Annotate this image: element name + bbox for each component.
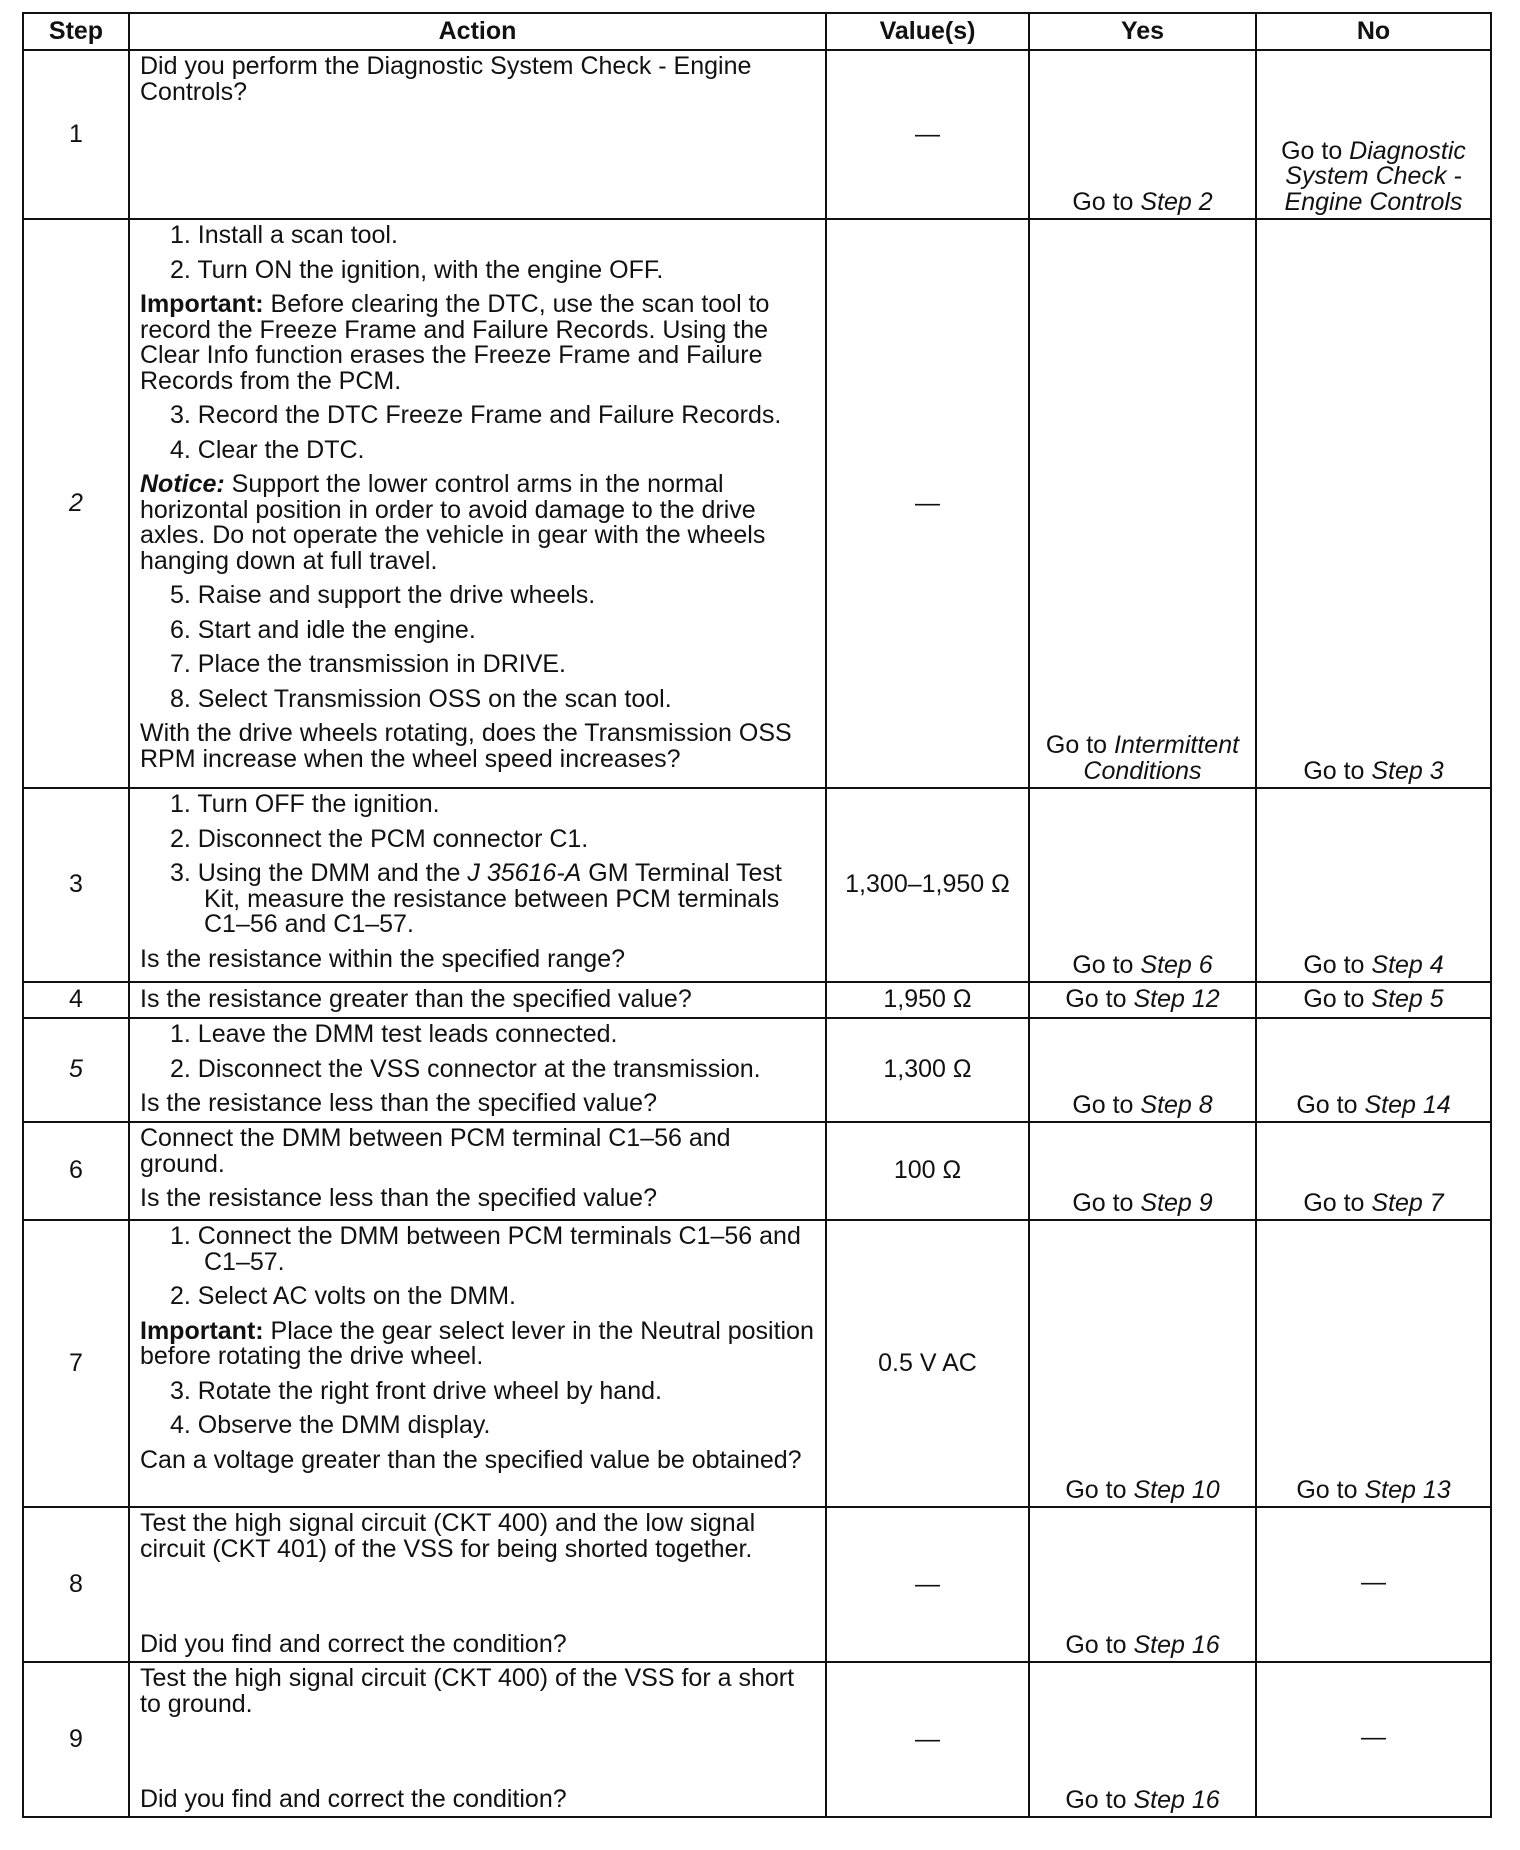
- action-item: 1. Connect the DMM between PCM terminals C1–56 and C1–57.: [170, 1222, 801, 1276]
- goto-prefix: Go to: [1065, 1630, 1134, 1659]
- action-question: Is the resistance greater than the specified value?: [140, 985, 692, 1014]
- action-item: 2. Disconnect the PCM connector C1.: [170, 824, 589, 853]
- action-item: 1. Install a scan tool.: [170, 221, 398, 249]
- action-item: 5. Raise and support the drive wheels.: [170, 581, 596, 609]
- yes-cell: [1029, 219, 1256, 788]
- yes-cell: [1029, 1662, 1256, 1817]
- tool-number: J 35616-A: [467, 859, 582, 887]
- no-cell: [1256, 982, 1491, 1018]
- value-dash: —: [915, 488, 940, 517]
- action-question: Is the resistance within the specified range?: [140, 944, 625, 973]
- action-item: 1. Leave the DMM test leads connected.: [170, 1020, 618, 1048]
- goto-prefix: Go to: [1065, 1475, 1134, 1504]
- goto-prefix: Go to: [1303, 985, 1372, 1014]
- header-values: Value(s): [826, 13, 1029, 50]
- step-number: 1: [23, 50, 129, 219]
- action-item: [140, 861, 815, 938]
- action-item: 2. Turn ON the ignition, with the engine OFF.: [170, 255, 664, 284]
- step-number: 2: [23, 219, 129, 788]
- important-label: Important:: [140, 1316, 264, 1345]
- no-cell: [1256, 1507, 1491, 1662]
- action-question: Is the resistance less than the specified value?: [140, 1089, 657, 1117]
- table-row-step-6: [23, 1122, 1491, 1220]
- table-row-step-4: [23, 982, 1491, 1018]
- table-row-step-8: [23, 1507, 1491, 1662]
- action-text: Test the high signal circuit (CKT 400) and the low signal circuit (CKT 401) of the VSS for being shorted together.: [140, 1509, 756, 1563]
- step-number: 6: [23, 1122, 129, 1220]
- step-number: 9: [23, 1662, 129, 1817]
- goto-link[interactable]: Step 6: [1140, 950, 1213, 979]
- table-row-step-1: [23, 50, 1491, 219]
- value-cell: 100 Ω: [826, 1122, 1029, 1220]
- action-cell: [129, 1507, 826, 1662]
- goto-link[interactable]: Step 14: [1364, 1090, 1451, 1119]
- important-text: Before clearing the DTC, use the scan tool to record the Freeze Frame and Failure Records. Using the Clear Info function erases the Freeze Frame and Failure Records from the PCM.: [140, 290, 770, 395]
- table-header-row: [23, 13, 1491, 50]
- table-row-step-2: [23, 219, 1491, 788]
- table-row-step-9: [23, 1662, 1491, 1817]
- no-cell: [1256, 1220, 1491, 1507]
- goto-prefix: Go to: [1072, 950, 1141, 979]
- goto-prefix: Go to: [1296, 1475, 1365, 1504]
- yes-cell: [1029, 1220, 1256, 1507]
- notice-label: Notice:: [140, 470, 225, 498]
- no-cell: [1256, 219, 1491, 788]
- action-question: With the drive wheels rotating, does the Transmission OSS RPM increase when the wheel speed increases?: [140, 719, 792, 773]
- goto-link[interactable]: Step 2: [1140, 187, 1213, 216]
- action-item: 2. Select AC volts on the DMM.: [170, 1282, 516, 1310]
- diagnostic-page: [22, 12, 1490, 1818]
- value-cell: [826, 219, 1029, 788]
- value-cell: 0.5 V AC: [826, 1220, 1029, 1507]
- value-cell: [826, 1507, 1029, 1662]
- value-cell: 1,950 Ω: [826, 982, 1029, 1018]
- action-item: 2. Disconnect the VSS connector at the transmission.: [170, 1054, 761, 1083]
- yes-cell: [1029, 1122, 1256, 1220]
- action-item: 7. Place the transmission in DRIVE.: [170, 650, 566, 678]
- no-dash: —: [1361, 1723, 1386, 1752]
- action-cell: [129, 219, 826, 788]
- action-cell: [129, 1662, 826, 1817]
- action-item: 4. Observe the DMM display.: [170, 1411, 491, 1439]
- no-cell: [1256, 788, 1491, 982]
- header-no: No: [1256, 13, 1491, 50]
- value-cell: [826, 1662, 1029, 1817]
- goto-prefix: Go to: [1072, 1188, 1141, 1217]
- action-question: Is the resistance less than the specified value?: [140, 1184, 657, 1212]
- diagnostic-table: [22, 12, 1492, 1818]
- no-cell: [1256, 1018, 1491, 1122]
- yes-cell: [1029, 788, 1256, 982]
- table-row-step-5: [23, 1018, 1491, 1122]
- table-row-step-3: [23, 788, 1491, 982]
- action-item: 4. Clear the DTC.: [170, 435, 365, 464]
- no-cell: [1256, 1662, 1491, 1817]
- goto-link[interactable]: Step 7: [1371, 1188, 1444, 1217]
- yes-cell: [1029, 982, 1256, 1018]
- header-action: Action: [129, 13, 826, 50]
- goto-prefix: Go to: [1303, 950, 1372, 979]
- action-question: Did you find and correct the condition?: [140, 1629, 567, 1658]
- important-label: Important:: [140, 290, 264, 318]
- value-cell: 1,300 Ω: [826, 1018, 1029, 1122]
- action-item: 8. Select Transmission OSS on the scan tool.: [170, 684, 672, 713]
- goto-prefix: Go to: [1296, 1090, 1365, 1119]
- no-cell: [1256, 1122, 1491, 1220]
- action-item: 6. Start and idle the engine.: [170, 615, 476, 644]
- value-cell: 1,300–1,950 Ω: [826, 788, 1029, 982]
- step-number: 7: [23, 1220, 129, 1507]
- action-text: 3. Using the DMM and the: [170, 859, 468, 887]
- goto-link[interactable]: Step 10: [1133, 1475, 1220, 1504]
- goto-prefix: Go to: [1072, 187, 1141, 216]
- yes-cell: [1029, 50, 1256, 219]
- step-number: 5: [23, 1018, 129, 1122]
- goto-link[interactable]: Step 16: [1133, 1630, 1220, 1659]
- action-cell: [129, 982, 826, 1018]
- goto-prefix: Go to: [1303, 1188, 1372, 1217]
- yes-cell: [1029, 1507, 1256, 1662]
- action-cell: [129, 1220, 826, 1507]
- action-question: Can a voltage greater than the specified value be obtained?: [140, 1445, 802, 1474]
- table-row-step-7: [23, 1220, 1491, 1507]
- action-text: GM Terminal Test Kit, measure the resistance between PCM terminals C1–56 and C1–57.: [204, 859, 782, 938]
- notice-note: [140, 472, 815, 574]
- goto-prefix: Go to: [1303, 756, 1372, 785]
- goto-prefix: Go to: [1072, 1090, 1141, 1119]
- step-number: 3: [23, 788, 129, 982]
- no-dash: —: [1361, 1568, 1386, 1597]
- goto-prefix: Go to: [1065, 1785, 1134, 1814]
- action-text: Connect the DMM between PCM terminal C1–56 and ground.: [140, 1124, 731, 1178]
- notice-text: Support the lower control arms in the normal horizontal position in order to avoid damage to the drive axles. Do not operate the vehicle in gear with the wheels hanging down at full travel.: [140, 470, 766, 575]
- header-yes: Yes: [1029, 13, 1256, 50]
- goto-link[interactable]: Step 16: [1133, 1785, 1220, 1814]
- important-text: Place the gear select lever in the Neutral position before rotating the drive wheel.: [140, 1316, 814, 1370]
- goto-link[interactable]: Step 8: [1140, 1090, 1213, 1119]
- action-item: 3. Record the DTC Freeze Frame and Failure Records.: [170, 401, 782, 429]
- step-number: 8: [23, 1507, 129, 1662]
- goto-link[interactable]: Step 3: [1371, 756, 1444, 785]
- action-cell: [129, 1018, 826, 1122]
- value-cell: [826, 50, 1029, 219]
- action-item: 3. Rotate the right front drive wheel by hand.: [170, 1376, 662, 1405]
- important-note: [140, 292, 815, 394]
- action-cell: [129, 1122, 826, 1220]
- goto-link[interactable]: Step 4: [1371, 950, 1444, 979]
- goto-link[interactable]: Step 13: [1364, 1475, 1451, 1504]
- goto-link[interactable]: Intermittent Conditions: [1083, 731, 1240, 785]
- value-dash: —: [915, 1569, 940, 1598]
- action-item: 1. Turn OFF the ignition.: [170, 790, 440, 818]
- header-step: Step: [23, 13, 129, 50]
- action-question: Did you find and correct the condition?: [140, 1784, 567, 1813]
- goto-prefix: Go to: [1045, 731, 1115, 759]
- goto-link[interactable]: Step 12: [1133, 985, 1220, 1014]
- step-number: 4: [23, 982, 129, 1018]
- no-cell: [1256, 50, 1491, 219]
- goto-prefix: Go to: [1281, 136, 1350, 165]
- action-cell: [129, 50, 826, 219]
- action-cell: [129, 788, 826, 982]
- action-question: Did you perform the Diagnostic System Check - Engine Controls?: [140, 52, 752, 106]
- yes-cell: [1029, 1018, 1256, 1122]
- important-note: [140, 1316, 815, 1370]
- value-dash: —: [915, 1724, 940, 1753]
- goto-link[interactable]: Step 5: [1371, 985, 1444, 1014]
- goto-link[interactable]: Diagnostic System Check - Engine Controls: [1284, 136, 1466, 216]
- goto-link[interactable]: Step 9: [1140, 1188, 1213, 1217]
- action-text: Test the high signal circuit (CKT 400) of the VSS for a short to ground.: [140, 1664, 795, 1718]
- value-dash: —: [915, 119, 940, 148]
- goto-prefix: Go to: [1065, 985, 1134, 1014]
